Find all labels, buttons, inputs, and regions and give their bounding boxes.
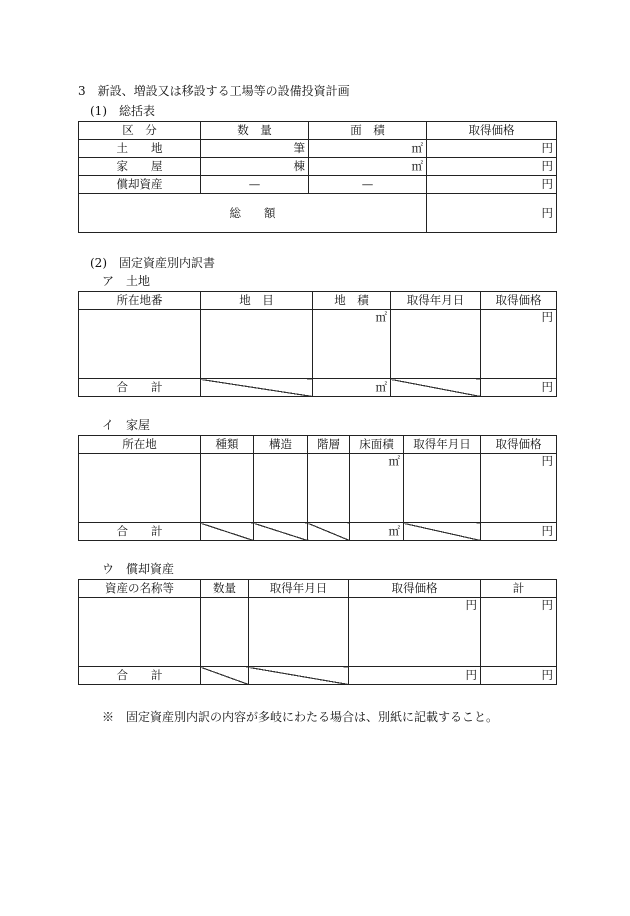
- total-sum-cell[interactable]: 円: [481, 667, 557, 685]
- land-total-row: [79, 379, 557, 397]
- header-date: 取得年月日: [391, 292, 481, 310]
- header-price: 取得価格: [481, 292, 557, 310]
- header-sum: 計: [481, 580, 557, 598]
- total-price-cell[interactable]: 円: [481, 379, 557, 397]
- header-floor-area: 床面積: [350, 436, 404, 454]
- price-cell[interactable]: 円: [427, 158, 557, 176]
- total-label: 合 計: [79, 667, 201, 685]
- quantity-cell: —: [201, 176, 309, 194]
- asset-header-row: [79, 580, 557, 598]
- asset-heading: ウ 償却資産: [102, 562, 175, 576]
- total-label: 合 計: [79, 379, 201, 397]
- diagonal-cell: [201, 667, 249, 685]
- header-location: 所在地: [79, 436, 201, 454]
- land-entry-row: [79, 310, 557, 379]
- diagonal-cell: [201, 523, 254, 541]
- asset-total-row: [79, 667, 557, 685]
- row-label: 家 屋: [79, 158, 201, 176]
- area-cell[interactable]: ㎡: [309, 158, 427, 176]
- house-table: [78, 435, 557, 541]
- type-cell[interactable]: [201, 454, 254, 523]
- quantity-cell[interactable]: 筆: [201, 140, 309, 158]
- header-category: 区 分: [79, 122, 201, 140]
- total-label: 総 額: [79, 194, 427, 233]
- sum-cell[interactable]: 円: [481, 598, 557, 667]
- total-price-cell[interactable]: 円: [481, 523, 557, 541]
- diagonal-cell: [391, 379, 481, 397]
- floors-cell[interactable]: [308, 454, 350, 523]
- header-quantity: 数 量: [201, 122, 309, 140]
- header-structure: 構造: [254, 436, 308, 454]
- price-cell[interactable]: 円: [481, 454, 557, 523]
- header-category: 地 目: [201, 292, 313, 310]
- total-price-cell[interactable]: 円: [427, 194, 557, 233]
- floor-area-cell[interactable]: ㎡: [350, 454, 404, 523]
- diagonal-cell: [404, 523, 481, 541]
- area-cell: —: [309, 176, 427, 194]
- area-cell[interactable]: ㎡: [309, 140, 427, 158]
- row-label: 償却資産: [79, 176, 201, 194]
- summary-heading: (1) 総括表: [90, 104, 155, 118]
- date-cell[interactable]: [249, 598, 349, 667]
- footnote: ※ 固定資産別内訳の内容が多岐にわたる場合は、別紙に記載すること。: [102, 710, 499, 724]
- summary-row-asset: [79, 176, 557, 194]
- header-price: 取得価格: [427, 122, 557, 140]
- header-date: 取得年月日: [404, 436, 481, 454]
- summary-total-row: [79, 194, 557, 233]
- structure-cell[interactable]: [254, 454, 308, 523]
- house-heading: イ 家屋: [102, 418, 151, 432]
- header-area: 地 積: [313, 292, 391, 310]
- date-cell[interactable]: [404, 454, 481, 523]
- total-label: 合 計: [79, 523, 201, 541]
- land-table: [78, 291, 557, 397]
- house-entry-row: [79, 454, 557, 523]
- land-header-row: [79, 292, 557, 310]
- area-cell[interactable]: ㎡: [313, 310, 391, 379]
- row-label: 土 地: [79, 140, 201, 158]
- date-cell[interactable]: [391, 310, 481, 379]
- breakdown-heading: (2) 固定資産別内訳書: [90, 256, 215, 270]
- header-quantity: 数量: [201, 580, 249, 598]
- price-cell[interactable]: 円: [427, 140, 557, 158]
- section-title: 3 新設、増設又は移設する工場等の設備投資計画: [78, 84, 350, 98]
- summary-row-house: [79, 158, 557, 176]
- header-floors: 階層: [308, 436, 350, 454]
- category-cell[interactable]: [201, 310, 313, 379]
- location-cell[interactable]: [79, 454, 201, 523]
- house-total-row: [79, 523, 557, 541]
- total-area-cell[interactable]: ㎡: [350, 523, 404, 541]
- quantity-cell[interactable]: 棟: [201, 158, 309, 176]
- price-cell[interactable]: 円: [349, 598, 481, 667]
- asset-table: [78, 579, 557, 685]
- diagonal-cell: [308, 523, 350, 541]
- location-cell[interactable]: [79, 310, 201, 379]
- header-location: 所在地番: [79, 292, 201, 310]
- quantity-cell[interactable]: [201, 598, 249, 667]
- price-cell[interactable]: 円: [481, 310, 557, 379]
- summary-header-row: [79, 122, 557, 140]
- header-type: 種類: [201, 436, 254, 454]
- header-area: 面 積: [309, 122, 427, 140]
- header-price: 取得価格: [349, 580, 481, 598]
- summary-row-land: [79, 140, 557, 158]
- asset-entry-row: [79, 598, 557, 667]
- house-header-row: [79, 436, 557, 454]
- header-asset-name: 資産の名称等: [79, 580, 201, 598]
- header-price: 取得価格: [481, 436, 557, 454]
- total-price-cell[interactable]: 円: [349, 667, 481, 685]
- price-cell[interactable]: 円: [427, 176, 557, 194]
- asset-name-cell[interactable]: [79, 598, 201, 667]
- diagonal-cell: [201, 379, 313, 397]
- total-area-cell[interactable]: ㎡: [313, 379, 391, 397]
- header-date: 取得年月日: [249, 580, 349, 598]
- summary-table: [78, 121, 557, 233]
- diagonal-cell: [249, 667, 349, 685]
- land-heading: ア 土地: [102, 274, 151, 288]
- diagonal-cell: [254, 523, 308, 541]
